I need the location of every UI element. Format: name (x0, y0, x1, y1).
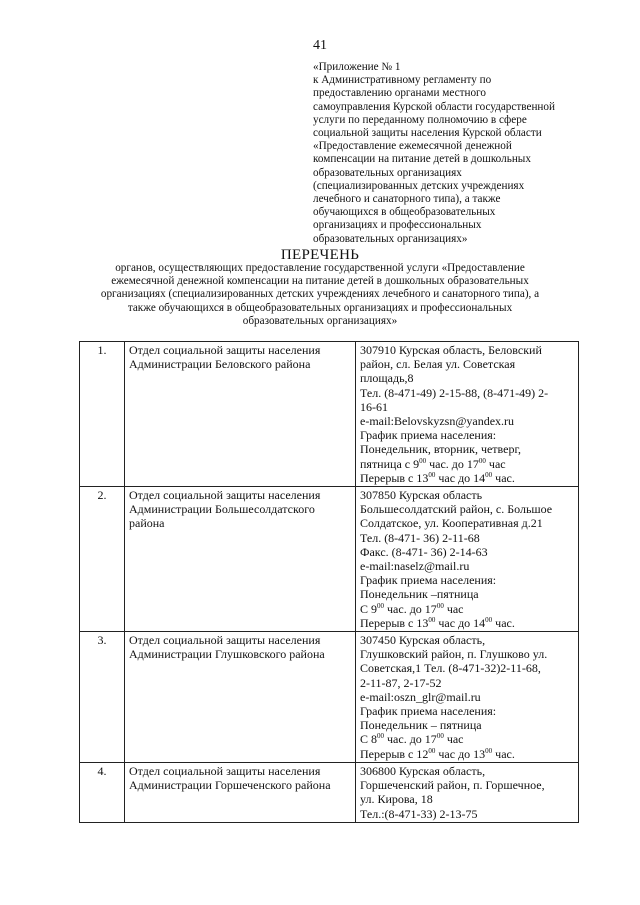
schedule-break (360, 471, 574, 485)
contact-line: ул. Кирова, 18 (360, 792, 433, 807)
contact-line: Понедельник –пятница (360, 587, 479, 602)
appendix-line: организациях и профессиональных (313, 219, 482, 232)
contact-line: Понедельник – пятница (360, 718, 482, 733)
subtitle-line: органов, осуществляющих предоставление государственной услуги «Предоставление (115, 262, 525, 274)
contact-line: 307450 Курская область, (360, 633, 486, 648)
subtitle-line: также обучающихся в общеобразовательных организациях и профессиональных (127, 301, 513, 314)
schedule-text: час до 13 (435, 746, 486, 761)
contact-line: Советская,1 Тел. (8-471-32)2-11-68, (360, 661, 541, 676)
contact-line: площадь,8 (360, 371, 414, 386)
schedule-text: час. до 17 (426, 456, 479, 471)
contact-line: График приема населения: (360, 573, 497, 588)
organization-cell (125, 342, 356, 487)
contact-line: График приема населения: (360, 428, 497, 443)
appendix-line: услуги по переданному полномочию в сфере (313, 113, 527, 126)
minutes-superscript: 00 (428, 470, 436, 479)
contact-line: 16-61 (360, 399, 388, 414)
contact-line: График приема населения: (360, 704, 497, 719)
schedule-hours (360, 732, 574, 746)
schedule-text: час (485, 456, 506, 471)
schedule-text: час до 14 (435, 615, 486, 630)
contact-line: Глушковский район, п. Глушково ул. (360, 647, 548, 662)
schedule-text: С 8 (360, 732, 378, 747)
schedule-break (360, 747, 574, 761)
schedule-text: час. (492, 615, 515, 630)
appendix-line: лечебного и санаторного типа), а также (313, 193, 501, 206)
appendix-line: социальной защиты населения Курской области (313, 127, 542, 140)
contact-line: e-mail:naselz@mail.ru (360, 559, 470, 574)
appendix-line: «Приложение № 1 (313, 61, 401, 73)
appendix-line: (специализированных детских учреждениях (313, 179, 525, 192)
contact-line: e-mail:oszn_glr@mail.ru (360, 689, 481, 704)
schedule-text: час. (492, 746, 515, 761)
minutes-superscript: 00 (436, 601, 444, 610)
organization-line: Отдел социальной защиты населения (129, 488, 321, 503)
minutes-superscript: 00 (478, 456, 486, 465)
organization-line: Отдел социальной защиты населения (129, 633, 321, 648)
row-number: 4. (80, 762, 125, 822)
subtitle-line: организациях (специализированных детских учреждениях лечебного и санаторного типа), а (100, 288, 540, 301)
schedule-hours (360, 602, 574, 616)
contact-line: Большесолдатский район, с. Большое (360, 502, 553, 517)
minutes-superscript: 00 (485, 470, 493, 479)
appendix-line: образовательных организациях» (313, 232, 468, 245)
document-subtitle (96, 262, 544, 328)
schedule-text: час (443, 732, 464, 747)
schedule-text: час. до 17 (384, 732, 437, 747)
schedule-text: Перерыв с 13 (360, 615, 429, 630)
organization-line: Отдел социальной защиты населения (129, 343, 321, 357)
organization-line: района (129, 516, 165, 531)
page-number: 41 (313, 38, 327, 53)
organization-line: Администрации Беловского района (129, 357, 311, 372)
organization-cell (125, 762, 356, 822)
schedule-break (360, 616, 574, 630)
contact-line: Факс. (8-471- 36) 2-14-63 (360, 544, 488, 559)
contact-cell (356, 487, 579, 632)
row-number: 3. (80, 632, 125, 763)
appendix-line: образовательных организациях (313, 166, 462, 179)
organization-line: Администрации Горшеченского района (129, 778, 331, 793)
minutes-superscript: 00 (419, 456, 427, 465)
organization-line: Администрации Глушковского района (129, 647, 325, 662)
contact-cell (356, 632, 579, 763)
row-number: 2. (80, 487, 125, 632)
contact-line: район, сл. Белая ул. Советская (360, 357, 516, 372)
subtitle-line: ежемесячной денежной компенсации на питание детей в дошкольных образовательных (111, 275, 529, 288)
contact-cell (356, 762, 579, 822)
minutes-superscript: 00 (485, 615, 493, 624)
schedule-text: Перерыв с 13 (360, 470, 429, 485)
contact-cell (356, 342, 579, 487)
organization-line: Администрации Большесолдатского (129, 502, 315, 517)
appendix-line: компенсации на питание детей в дошкольных (313, 153, 531, 166)
appendix-line: самоуправления Курской области государственной (313, 100, 555, 113)
table-row (80, 762, 579, 822)
schedule-text: час. (492, 470, 515, 485)
contact-line: e-mail:Belovskyzsn@yandex.ru (360, 414, 515, 429)
contact-line: 306800 Курская область, (360, 763, 486, 778)
contact-line: Тел.:(8-471-33) 2-13-75 (360, 806, 478, 821)
appendix-line: обучающихся в общеобразовательных (313, 206, 496, 219)
table-row (80, 487, 579, 632)
schedule-text: С 9 (360, 601, 378, 616)
table-row (80, 342, 579, 487)
minutes-superscript: 00 (377, 732, 385, 741)
agencies-table (79, 341, 579, 823)
appendix-line: к Административному регламенту по (313, 74, 492, 87)
appendix-note (313, 61, 613, 246)
contact-line: Солдатское, ул. Кооперативная д.21 (360, 516, 543, 531)
schedule-text: час до 14 (435, 470, 486, 485)
schedule-hours (360, 457, 574, 471)
schedule-text: Перерыв с 12 (360, 746, 429, 761)
appendix-line: «Предоставление ежемесячной денежной (313, 140, 512, 153)
subtitle-line: образовательных организациях» (242, 314, 398, 327)
document-heading: ПЕРЕЧЕНЬ (280, 247, 360, 263)
minutes-superscript: 00 (436, 732, 444, 741)
minutes-superscript: 00 (428, 615, 436, 624)
contact-line: Тел. (8-471- 36) 2-11-68 (360, 530, 480, 545)
schedule-text: час (443, 601, 464, 616)
contact-line: Понедельник, вторник, четверг, (360, 442, 522, 457)
appendix-line: предоставлению органами местного (313, 87, 486, 100)
contact-line: Тел. (8-471-49) 2-15-88, (8-471-49) 2- (360, 385, 549, 400)
schedule-text: час. до 17 (384, 601, 437, 616)
contact-line: 307850 Курская область (360, 488, 483, 503)
row-number: 1. (80, 342, 125, 487)
organization-line: Отдел социальной защиты населения (129, 763, 321, 778)
contact-line: 307910 Курская область, Беловский (360, 343, 542, 357)
minutes-superscript: 00 (428, 746, 436, 755)
minutes-superscript: 00 (485, 746, 493, 755)
organization-cell (125, 487, 356, 632)
contact-line: 2-11-87, 2-17-52 (360, 675, 442, 690)
table-row (80, 632, 579, 763)
schedule-text: пятница с 9 (360, 456, 420, 471)
contact-line: Горшеченский район, п. Горшечное, (360, 778, 545, 793)
organization-cell (125, 632, 356, 763)
minutes-superscript: 00 (377, 601, 385, 610)
